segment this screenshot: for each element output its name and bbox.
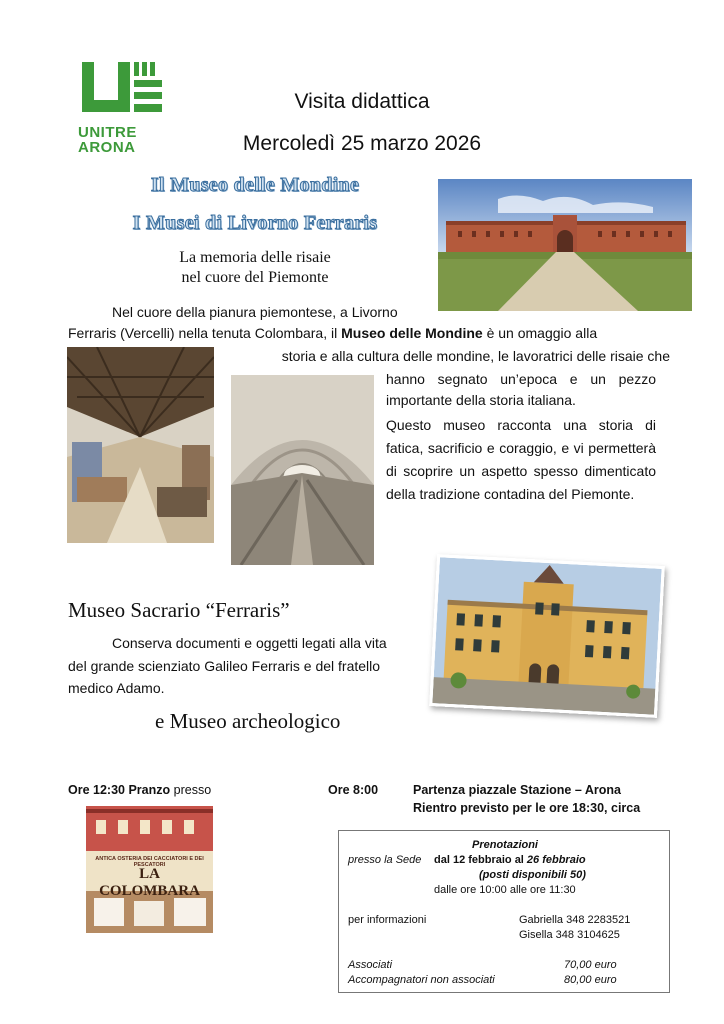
intro-line3: storia e alla cultura delle mondine, le lavoratrici delle risaie che	[281, 348, 670, 364]
unitre-logo-mark	[78, 60, 166, 120]
return-time: Rientro previsto per le ore 18:30, circa	[413, 801, 641, 815]
booking-dates	[434, 853, 664, 868]
intro-line2-a: Ferraris (Vercelli) nella tenuta Colombara, il	[68, 325, 342, 341]
contact-gisella: Gisella 348 3104625	[519, 929, 620, 941]
photo-town-square	[429, 554, 665, 718]
booking-dates-a: dal 12 febbraio al	[434, 854, 527, 866]
booking-dates-b: 26 febbraio	[526, 854, 586, 866]
sacrario-line1: Conserva documenti e oggetti legati alla vita	[112, 635, 387, 651]
departure-time: Ore 8:00	[328, 783, 379, 797]
departure-place: Partenza piazzale Stazione – Arona	[413, 783, 621, 797]
logo-line2: ARONA	[78, 139, 136, 156]
sacrario-line2: del grande scienziato Galileo Ferraris e del fratello	[68, 658, 381, 674]
photo-tenuta-colombara	[438, 179, 692, 311]
subtitle	[130, 248, 380, 288]
title-musei-livorno: I Musei di Livorno Ferraris	[132, 212, 378, 234]
header-line1: Visita didattica	[294, 90, 430, 113]
restaurant-sign-name: LA COLOMBARA	[99, 866, 200, 899]
info-label: per informazioni	[348, 914, 427, 926]
guests-price: 80,00 euro	[564, 974, 617, 986]
subtitle-line1: La memoria delle risaie	[179, 249, 331, 266]
header-date: Mercoledì 25 marzo 2026	[242, 132, 482, 155]
intro-line5: importante della storia italiana.	[386, 392, 576, 408]
intro-line1: Nel cuore della pianura piemontese, a Livorno	[112, 304, 398, 320]
lunch-time: Ore 12:30	[68, 783, 129, 797]
guests-label: Accompagnatori non associati	[348, 974, 495, 986]
museum-description: Questo museo racconta una storia di fatica, sacrificio e coraggio, e vi permetterà di scoprire un aspetto spesso dimenticato della tradizione contadina del Piemonte.	[386, 417, 656, 502]
photo-museum-hall	[67, 347, 214, 543]
intro-line2-c: è un omaggio alla	[482, 325, 598, 341]
booking-box	[338, 830, 670, 993]
subtitle-line2: nel cuore del Piemonte	[181, 269, 329, 286]
intro-line2	[68, 322, 668, 345]
members-price: 70,00 euro	[564, 959, 617, 971]
booking-where: presso la Sede	[348, 854, 422, 866]
restaurant-sign-top: ANTICA OSTERIA DEI CACCIATORI E DEI PESCATORI	[95, 856, 204, 868]
lunch-line	[68, 781, 308, 799]
intro-line4: hanno segnato un’epoca e un pezzo	[386, 371, 656, 387]
sacrario-line3: medico Adamo.	[68, 680, 165, 696]
booking-seats: (posti disponibili 50)	[479, 869, 586, 881]
sacrario-title: Museo Sacrario “Ferraris”	[68, 598, 290, 622]
photo-restaurant-colombara	[86, 806, 213, 933]
lunch-label: Pranzo	[128, 783, 171, 797]
booking-hours: dalle ore 10:00 alle ore 11:30	[434, 884, 576, 896]
intro-museum-name: Museo delle Mondine	[341, 325, 483, 341]
unitre-logo	[78, 60, 166, 156]
archeo-title: e Museo archeologico	[155, 709, 341, 733]
logo-line1: UNITRE	[78, 124, 137, 141]
contact-gabriella: Gabriella 348 2283521	[519, 914, 631, 926]
photo-museum-vault	[231, 375, 374, 565]
title-museo-mondine: Il Museo delle Mondine	[150, 174, 360, 196]
members-label: Associati	[348, 959, 393, 971]
lunch-presso: presso	[170, 783, 212, 797]
booking-title: Prenotazioni	[471, 839, 538, 851]
